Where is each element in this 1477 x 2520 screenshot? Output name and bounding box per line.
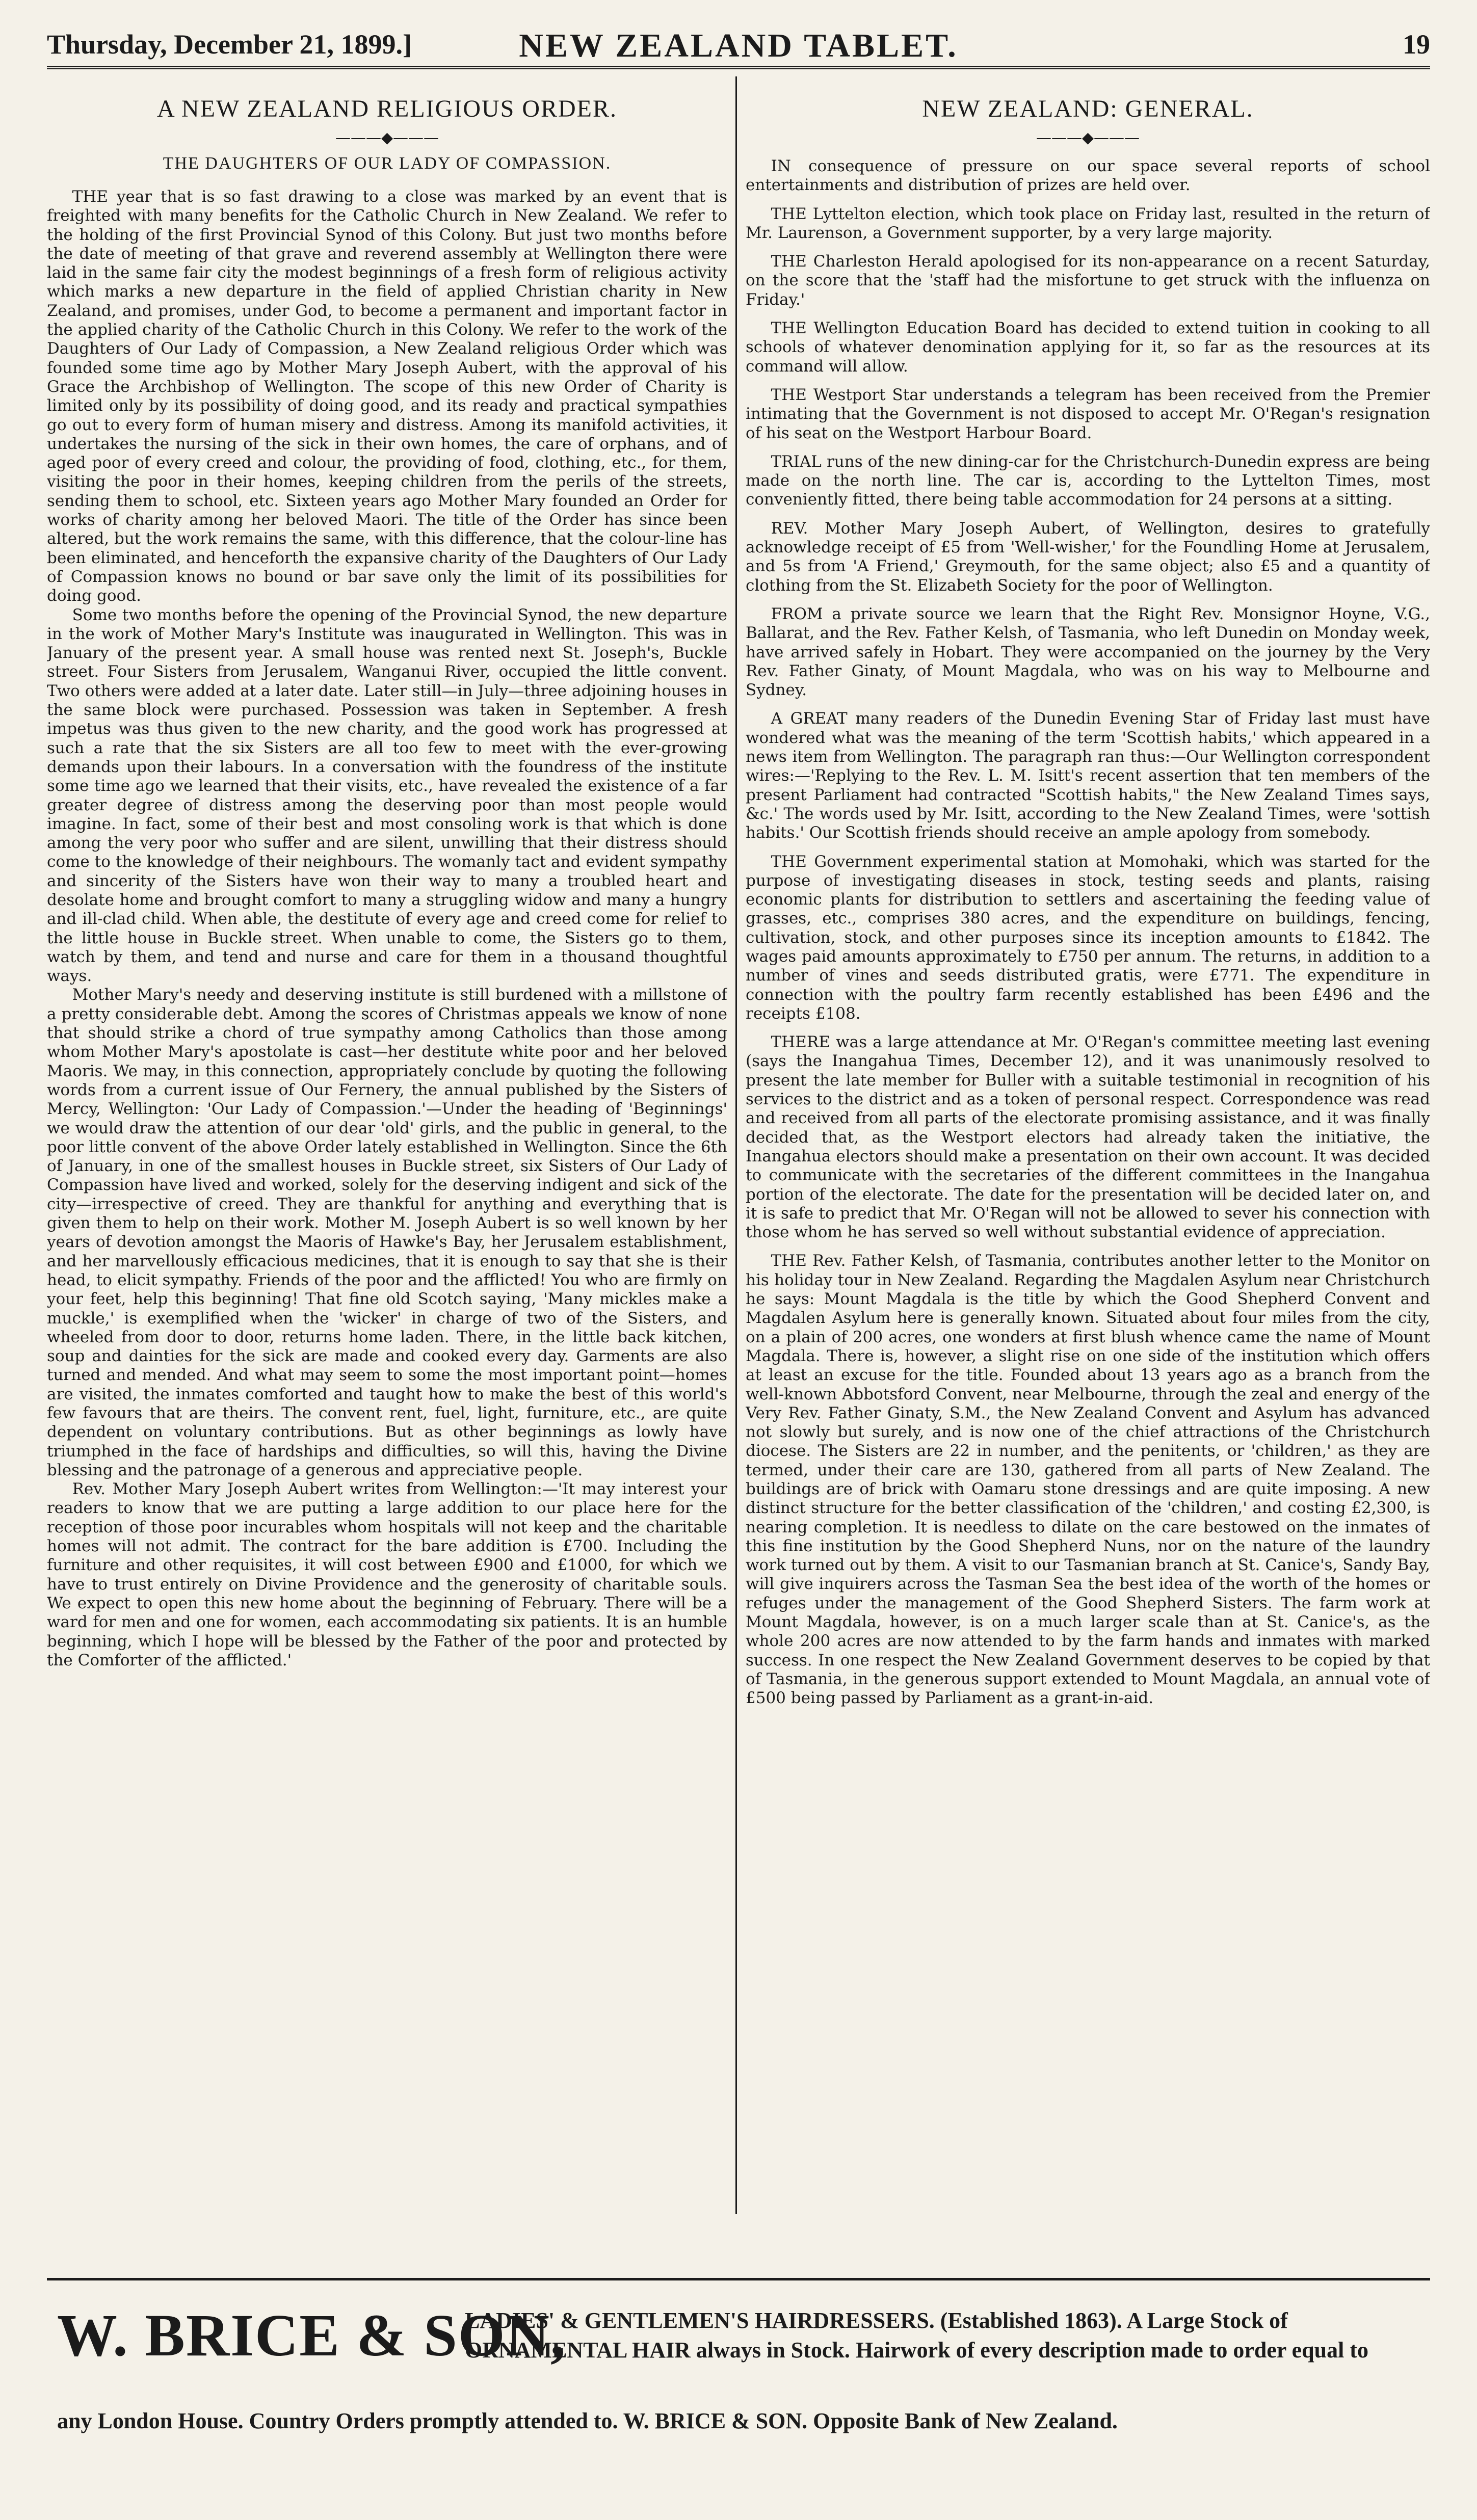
news-item: THERE was a large attendance at Mr. O'Regan's committee meeting last evening (says the Inangahua Times, December 12), and it was unanimously resolved to present the late member for Buller with a suitable testimonial in recognition of his services to the district and as a token of personal respect. Correspondence was read and received from all parts of the electorate promising assistance, and it was finally decided that, as the Westport electors had already taken the initiative, the Inangahua electors should make a presentation on their own account. It was decided to communicate with the secretaries of the different committees in the Inangahua portion of the electorate. The date for the presentation will be decided later on, and it is safe to predict that Mr. O'Regan will not be allowed to sever his connection with those whom he has served so well without substantial evidence of appreciation. — [746, 1033, 1430, 1242]
advert-text: LADIES' & GENTLEMEN'S HAIRDRESSERS. (Established 1863). A Large Stock of ORNAMENTAL HAIR always in Stock. Hairwork of every description made to order equal to — [465, 2308, 1368, 2363]
heading-ornament: ———◆——— — [1036, 129, 1140, 147]
news-item: TRIAL runs of the new dining-car for the Christchurch-Dunedin express are being made on the north line. The car is, according to the Lyttelton Times, most conveniently fitted, there being table accommodation for 24 persons at a sitting. — [746, 452, 1430, 509]
news-item: THE Westport Star understands a telegram has been received from the Premier intimating that the Government is not disposed to accept Mr. O'Regan's resignation of his seat on the Westport Harbour Board. — [746, 385, 1430, 442]
article-paragraph: Some two months before the opening of the Provincial Synod, the new departure in the work of Mother Mary's Institute was inaugurated in Wellington. This was in January of the present year. A small house was rented next St. Joseph's, Buckle street. Four Sisters from Jerusalem, Wanganui River, occupied the little convent. Two others were added at a later date. Later still—in July—three adjoining houses in the same block were purchased. Possession was taken in September. A fresh impetus was thus given to the new charity, and the good work has progressed at such a rate that the six Sisters are all too few to meet with the ever-growing demands upon their labours. In a conversation with the foundress of the institute some time ago we learned that their visits, etc., have revealed the existence of a far greater degree of distress among the deserving poor than most people would imagine. In fact, some of their best and most consoling work is that which is done among the very poor who suffer and are silent, unwilling that their distress should come to the knowledge of their neighbours. The womanly tact and evident sympathy and sincerity of the Sisters have won their way to many a troubled heart and desolate home and brought comfort to many a struggling widow and many a hungry and ill-clad child. When able, the destitute of every age and creed come for relief to the little house in Buckle street. When unable to come, the Sisters go to them, watch by them, and tend and nurse and care for them in a thousand thoughtful ways. — [47, 605, 727, 986]
issue-date: Thursday, December 21, 1899.] — [47, 29, 412, 60]
advert-brand: W. BRICE & SON, — [57, 2302, 567, 2369]
news-item: THE Wellington Education Board has decided to extend tuition in cooking to all schools of whatever denomination applying for it, so far as the resources at its command will allow. — [746, 319, 1430, 376]
page-number: 19 — [1403, 29, 1430, 60]
news-item: IN consequence of pressure on our space several reports of school entertainments and distribution of prizes are held over. — [746, 157, 1430, 195]
advertisement — [47, 2278, 1430, 2484]
publication-title: NEW ZEALAND TABLET. — [519, 27, 958, 64]
column-rule — [735, 76, 737, 2214]
news-item: THE Government experimental station at Momohaki, which was started for the purpose of investigating diseases in stock, testing seeds and plants, raising economic plants for distribution to settlers and ascertaining the feeding value of grasses, etc., comprises 380 acres, and the expenditure on buildings, fencing, cultivation, stock, and other purposes since its inception amounts to £1842. The wages paid amounts approximately to £750 per annum. The returns, in addition to a number of vines and seeds distributed gratis, were £771. The expenditure in connection with the poultry farm recently established has been £496 and the receipts £108. — [746, 852, 1430, 1023]
article-paragraph: THE year that is so fast drawing to a close was marked by an event that is freighted with many benefits for the Catholic Church in New Zealand. We refer to the holding of the first Provincial Synod of this Colony. But just two months before the date of meeting of that grave and reverend assembly at Wellington there were laid in the same fair city the modest beginnings of a fresh form of religious activity which marks a new departure in the field of applied Christian charity in New Zealand, and promises, under God, to become a permanent and important factor in the applied charity of the Catholic Church in this Colony. We refer to the work of the Daughters of Our Lady of Compassion, a New Zealand religious Order which was founded some time ago by Mother Mary Joseph Aubert, with the approval of his Grace the Archbishop of Wellington. The scope of this new Order of Charity is limited only by its possibility of doing good, and its ready and practical sympathies go out to every form of human misery and distress. Among its manifold activities, it undertakes the nursing of the sick in their own homes, the care of orphans, and of aged poor of every creed and colour, the providing of food, clothing, etc., for them, visiting the poor in their homes, keeping children from the perils of the streets, sending them to school, etc. Sixteen years ago Mother Mary founded an Order for works of charity among her beloved Maori. The title of the Order has since been altered, but the work remains the same, with this difference, that the colour-line has been eliminated, and henceforth the expansive charity of the Daughters of Our Lady of Compassion knows no bound or bar save only the limit of its possibilities for doing good. — [47, 188, 727, 605]
article-subheading: THE DAUGHTERS OF OUR LADY OF COMPASSION. — [163, 154, 612, 173]
news-item: A GREAT many readers of the Dunedin Evening Star of Friday last must have wondered what was the meaning of the term 'Scottish habits,' which appeared in a news item from Wellington. The paragraph ran thus:—Our Wellington correspondent wires:—'Replying to the Rev. L. M. Isitt's recent assertion that ten members of the present Parliament had contracted "Scottish habits," the New Zealand Times says, &c.' The words used by Mr. Isitt, according to the New Zealand Times, were 'sottish habits.' Our Scottish friends should receive an ample apology from somebody. — [746, 709, 1430, 842]
news-item: THE Charleston Herald apologised for its non-appearance on a recent Saturday, on the score that the 'staff had the misfortune to get struck with the influenza on Friday.' — [746, 252, 1430, 309]
masthead — [47, 20, 1430, 69]
news-item: REV. Mother Mary Joseph Aubert, of Wellington, desires to gratefully acknowledge receipt of £5 from 'Well-wisher,' for the Foundling Home at Jerusalem, and 5s from 'A Friend,' Greymouth, for the same object; also £5 and a quantity of clothing from the St. Elizabeth Society for the poor of Wellington. — [746, 519, 1430, 595]
heading-ornament: ———◆——— — [335, 129, 439, 147]
news-item: THE Lyttelton election, which took place on Friday last, resulted in the return of Mr. Laurenson, a Government supporter, by a very large majority. — [746, 204, 1430, 242]
section-heading: NEW ZEALAND: GENERAL. — [922, 95, 1254, 122]
article-heading: A NEW ZEALAND RELIGIOUS ORDER. — [156, 95, 618, 122]
left-column — [47, 76, 727, 2214]
news-item: THE Rev. Father Kelsh, of Tasmania, contributes another letter to the Monitor on his holiday tour in New Zealand. Regarding the Magdalen Asylum near Christchurch he says: Mount Magdala is the title by which the Good Shepherd Convent and Magdalen Asylum here is generally known. Situated about four miles from the city, on a plain of 200 acres, one wonders at first blush whence came the name of Mount Magdala. There is, however, a slight rise on one side of the institution which offers at least an excuse for the title. Founded about 13 years ago as a branch from the well-known Abbotsford Convent, near Melbourne, through the zeal and energy of the Very Rev. Father Ginaty, S.M., the New Zealand Convent and Asylum has advanced not slowly but surely, and is now one of the chief attractions of the Christchurch diocese. The Sisters are 22 in number, and the penitents, or 'children,' as they are termed, under their care are 130, gathered from all parts of New Zealand. The buildings are of brick with Oamaru stone dressings and are quite imposing. A new distinct structure for the better classification of the 'children,' and costing £2,300, is nearing completion. It is needless to dilate on the care bestowed on the inmates of this fine institution by the Good Shepherd Nuns, nor on the nature of the laundry work turned out by them. A visit to our Tasmanian branch at St. Canice's, Sandy Bay, will give inquirers across the Tasman Sea the best idea of the worth of the homes or refuges under the management of the Good Shepherd Sisters. The farm work at Mount Magdala, however, is on a much larger scale than at St. Canice's, as the whole 200 acres are now attended to by the farm hands and inmates with marked success. In one respect the New Zealand Government deserves to be copied by that of Tasmania, in the generous support extended to Mount Magdala, an annual vote of £500 being passed by Parliament as a grant-in-aid. — [746, 1252, 1430, 1708]
advert-text-continued: any London House. Country Orders promptly attended to. W. BRICE & SON. Opposite Bank of New Zealand. — [57, 2408, 1118, 2433]
article-paragraph: Rev. Mother Mary Joseph Aubert writes from Wellington:—'It may interest your readers to know that we are putting a large addition to our place here for the reception of those poor incurables whom hospitals will not keep and the charitable homes will not admit. The contract for the bare addition is £700. Including the furniture and other requisites, it will cost between £900 and £1000, for which we have to trust entirely on Divine Providence and the generosity of charitable souls. We expect to open this new home about the beginning of February. There will be a ward for men and one for women, each accommodating six patients. It is an humble beginning, which I hope will be blessed by the Father of the poor and protected by the Comforter of the afflicted.' — [47, 1480, 727, 1669]
article-paragraph: Mother Mary's needy and deserving institute is still burdened with a millstone of a pretty considerable debt. Among the scores of Christmas appeals we know of none that should strike a chord of true sympathy among Catholics than those among whom Mother Mary's apostolate is cast—her destitute white poor and her beloved Maoris. We may, in this connection, appropriately conclude by quoting the following words from a current issue of Our Fernery, the annual published by the Sisters of Mercy, Wellington: 'Our Lady of Compassion.'—Under the heading of 'Beginnings' we would draw the attention of our dear 'old' girls, and the public in general, to the poor little convent of the above Order lately established in Wellington. Since the 6th of January, in one of the smallest houses in Buckle street, six Sisters of Our Lady of Compassion have lived and worked, solely for the deserving indigent and sick of the city—irrespective of creed. They are thankful for anything and everything that is given them to help on their work. Mother M. Joseph Aubert is so well known by her years of devotion amongst the Maoris of Hawke's Bay, her Jerusalem establishment, and her marvellously efficacious medicines, that it is enough to say that she is their head, to elicit sympathy. Friends of the poor and the afflicted! You who are firmly on your feet, help this beginning! That fine old Scotch saying, 'Many mickles make a muckle,' is exemplified when the 'wicker' in charge of two of the Sisters, and wheeled from door to door, returns home laden. There, in the little back kitchen, soup and dainties for the sick are made and cooked every day. Garments are also turned and mended. And what may seem to some the most important point—homes are visited, the inmates comforted and taught how to make the best of this world's few favours that are theirs. The convent rent, fuel, light, furniture, etc., are quite dependent on voluntary contributions. But as other beginnings as lowly have triumphed in the face of hardships and difficulties, so will this, having the Divine blessing and the patronage of a generous and appreciative people. — [47, 986, 727, 1479]
right-column — [746, 76, 1430, 2214]
news-item: FROM a private source we learn that the Right Rev. Monsignor Hoyne, V.G., Ballarat, and the Rev. Father Kelsh, of Tasmania, who left Dunedin on Monday week, have arrived safely in Hobart. They were accompanied on the journey by the Very Rev. Father Ginaty, of Mount Magdala, who was on his way to Melbourne and Sydney. — [746, 604, 1430, 700]
